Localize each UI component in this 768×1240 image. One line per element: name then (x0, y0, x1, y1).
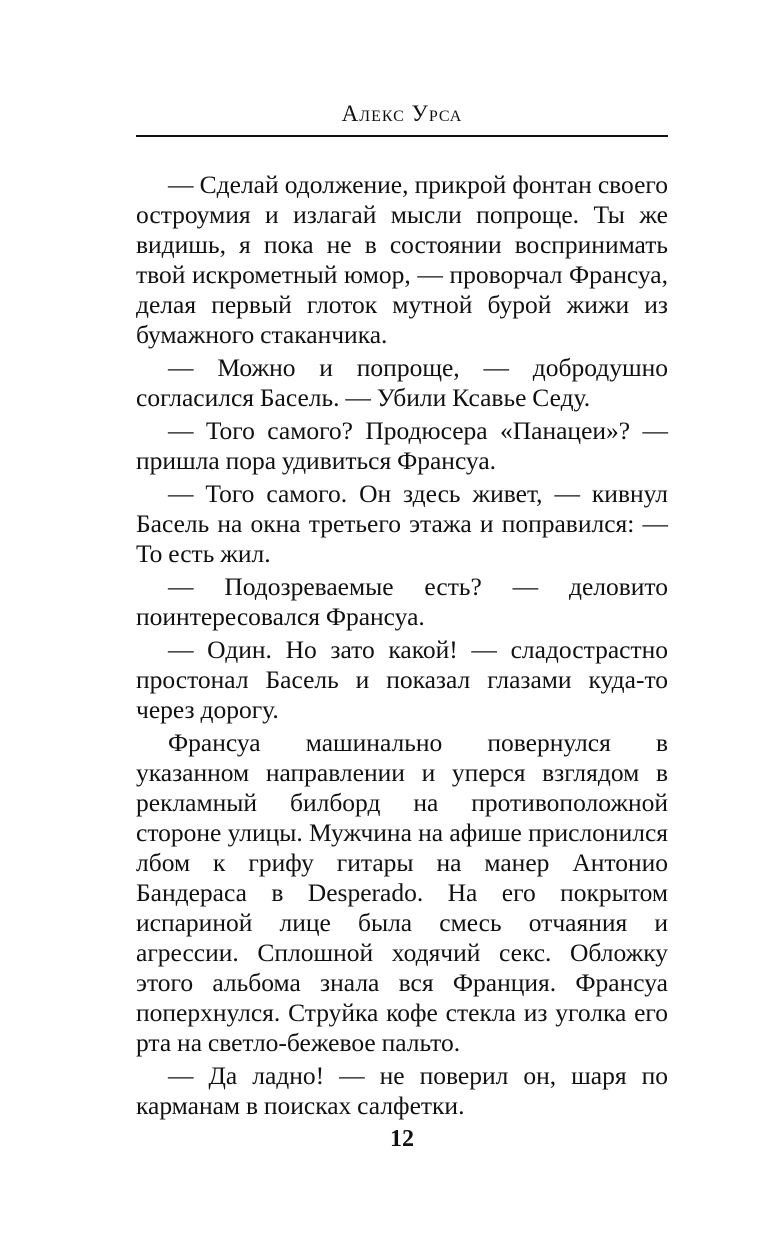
paragraph: — Можно и попроще, — добродушно согласился Басель. — Убили Ксавье Седу. (136, 353, 668, 412)
paragraph: — Того самого. Он здесь живет, — кивнул Басель на окна третьего этажа и поправился: — То есть жил. (136, 479, 668, 568)
paragraph: Франсуа машинально повернулся в указанном направлении и уперся взглядом в рекламный билборд на противоположной стороне улицы. Мужчина на афише прислонился лбом к грифу гитары на манер Антонио Бандераса в Desperado. На его покрытом испариной лице была смесь отчаяния и агрессии. Сплошной ходячий секс. Обложку этого альбома знала вся Франция. Франсуа поперхнулся. Струйка кофе стекла из уголка его рта на светло-бежевое пальто. (136, 728, 668, 1057)
running-head-author: Алекс Урса (341, 101, 463, 126)
paragraph: — Один. Но зато какой! — сладострастно простонал Басель и показал глазами куда-то через дорогу. (136, 635, 668, 724)
paragraph: — Подозреваемые есть? — деловито поинтересовался Франсуа. (136, 572, 668, 631)
page-text (136, 170, 668, 1121)
paragraph: — Того самого? Продюсера «Панацеи»? — пришла пора удивиться Франсуа. (136, 416, 668, 475)
page-number: 12 (390, 1126, 414, 1152)
header-rule (136, 135, 668, 137)
paragraph: — Сделай одолжение, прикрой фонтан своего остроумия и излагай мысли попроще. Ты же видишь, я пока не в состоянии воспринимать твой искрометный юмор, — проворчал Франсуа, делая первый глоток мутной бурой жижи из бумажного стаканчика. (136, 170, 668, 349)
paragraph: — Да ладно! — не поверил он, шаря по карманам в поисках салфетки. (136, 1061, 668, 1120)
